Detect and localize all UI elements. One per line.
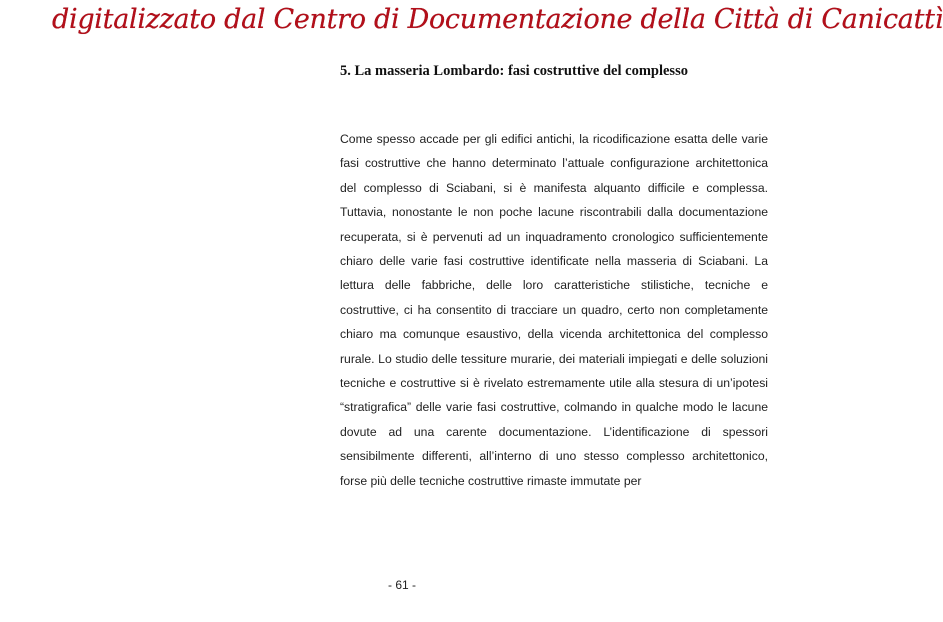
page-number: - 61 - [388,578,417,592]
body-paragraph: Come spesso accade per gli edifici antichi, la ricodificazione esatta delle varie fasi costruttive che hanno determinato l’attuale configurazione architettonica del complesso di Sciabani, si è manifesta alquanto difficile e complessa. Tuttavia, nonostante le non poche lacune riscontrabili dalla documentazione recuperata, si è pervenuti ad un inquadramento cronologico sufficientemente chiaro delle varie fasi costruttive identificate nella masseria di Sciabani. La lettura delle fabbriche, delle loro caratteristiche stilistiche, tecniche e costruttive, ci ha consentito di tracciare un quadro, certo non completamente chiaro ma comunque esaustivo, della vicenda architettonica del complesso rurale. Lo studio delle tessiture murarie, dei materiali impiegati e delle soluzioni tecniche e costruttive si è rivelato estremamente utile alla stesura di un’ipotesi “stratigrafica” delle varie fasi costruttive, colmando in qualche modo le lacune dovute ad una carente documentazione. L’identificazione di spessori sensibilmente differenti, all’interno di uno stesso complesso architettonico, forse più delle tecniche costruttive rimaste immutate per [340,132,768,488]
digitization-watermark: digitalizzato dal Centro di Documentazione della Città di Canicattì [52,4,943,35]
section-heading: 5. La masseria Lombardo: fasi costruttive del complesso [340,63,688,79]
